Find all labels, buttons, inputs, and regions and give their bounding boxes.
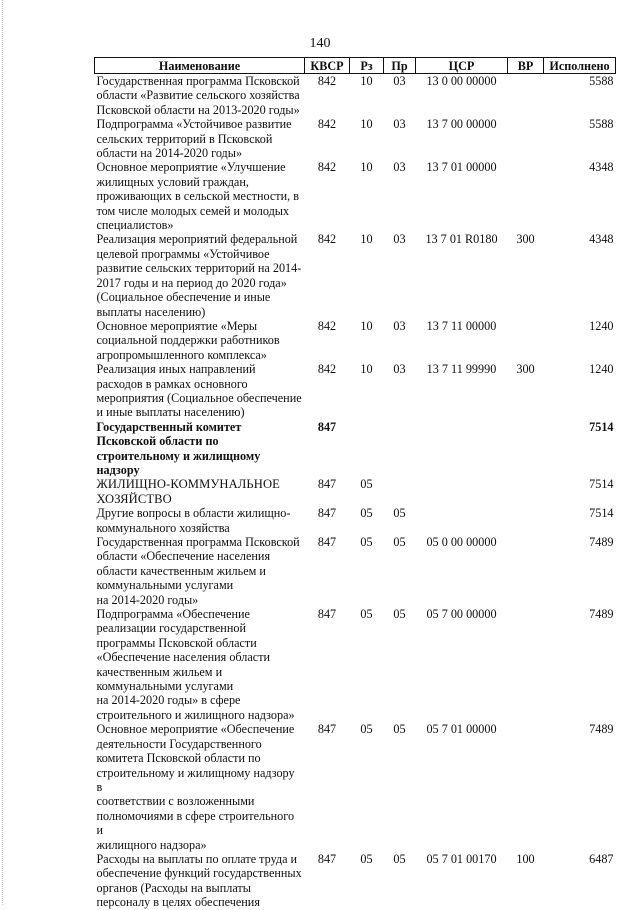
cell-rz: 05	[360, 722, 373, 737]
cell-pr: 05	[393, 506, 406, 521]
cell-kvsr: 847	[317, 506, 337, 521]
cell-vr	[508, 506, 544, 535]
cell-name: Основное мероприятие «Улучшение жилищных условий граждан, проживающих в сельской местности, в том числе молодых семей и молодых специалистов»	[96, 160, 299, 233]
cell-rz	[350, 420, 384, 478]
cell-rz: 10	[360, 117, 373, 132]
cell-name: Государственная программа Псковской области «Обеспечение населения области качественным жильем и коммунальными услугами на 2014-2020 годы»	[96, 535, 300, 607]
cell-name: Государственная программа Псковской области «Развитие сельского хозяйства Псковской области на 2013-2020 годы»	[96, 74, 300, 117]
cell-vr: 100	[516, 851, 535, 866]
table-row	[95, 535, 616, 607]
cell-kvsr: 847	[317, 419, 337, 434]
cell-vr	[508, 117, 544, 160]
cell-kvsr: 842	[317, 160, 337, 175]
cell-vr	[508, 74, 544, 118]
cell-isp: 4348	[589, 160, 614, 175]
cell-pr: 05	[393, 535, 406, 549]
cell-rz: 05	[360, 535, 373, 549]
table-row	[95, 722, 616, 852]
cell-csr: 13 7 01 R0180	[425, 232, 498, 247]
table-row	[95, 319, 616, 362]
cell-pr: 03	[393, 117, 406, 132]
cell-csr: 13 7 11 00000	[426, 318, 497, 333]
cell-isp: 6487	[589, 851, 614, 866]
cell-kvsr: 847	[317, 477, 337, 492]
cell-rz: 05	[360, 607, 373, 622]
cell-pr: 05	[393, 607, 406, 622]
cell-csr: 13 0 00 00000	[426, 74, 497, 88]
cell-isp: 5588	[589, 117, 614, 132]
cell-pr	[384, 420, 416, 478]
header-csr: ЦСР	[416, 58, 508, 74]
cell-vr: 300	[516, 362, 535, 377]
cell-vr	[508, 319, 544, 362]
cell-pr: 03	[393, 232, 406, 247]
table-row	[95, 160, 616, 232]
cell-isp: 5588	[589, 74, 614, 88]
cell-kvsr: 847	[317, 535, 337, 549]
cell-isp: 7514	[589, 419, 614, 434]
cell-vr	[508, 160, 544, 232]
header-vr: ВР	[508, 58, 544, 74]
cell-csr	[416, 420, 508, 478]
cell-csr: 05 7 01 00000	[426, 722, 497, 737]
header-pr: Пр	[384, 58, 416, 74]
cell-name: Реализация мероприятий федеральной целевой программы «Устойчивое развитие сельских территорий на 2014- 2017 годы и на период до 2020 года» (Социальное обеспечение и иные выплаты населению)	[96, 232, 302, 319]
cell-name: Реализация иных направлений расходов в рамках основного мероприятия (Социальное обеспечение и иные выплаты населению)	[96, 362, 302, 420]
cell-rz: 10	[360, 160, 373, 175]
cell-pr: 05	[393, 851, 406, 866]
table-row	[95, 74, 616, 118]
cell-name: Расходы на выплаты по оплате труда и обеспечение функций государственных органов (Расходы на выплаты персоналу в целях обеспечения	[96, 851, 302, 910]
cell-isp: 4348	[589, 232, 614, 247]
cell-name: Основное мероприятие «Обеспечение деятельности Государственного комитета Псковской области по строительному и жилищному надзору в соответствии с возложенными полномочиями в сфере строительного и жилищного надзора»	[96, 722, 295, 852]
cell-name: Основное мероприятие «Меры социальной поддержки работников агропромышленного комплекса»	[96, 318, 280, 362]
budget-table	[94, 57, 616, 910]
table-header	[95, 58, 616, 74]
cell-name: Другие вопросы в области жилищно- коммунального хозяйства	[96, 506, 291, 535]
cell-isp: 7514	[589, 477, 614, 492]
cell-isp: 1240	[589, 362, 614, 377]
cell-kvsr: 842	[317, 117, 337, 132]
cell-pr: 03	[393, 362, 406, 377]
cell-rz: 05	[360, 477, 373, 492]
page-number: 140	[309, 36, 331, 51]
cell-rz: 10	[360, 232, 373, 247]
cell-rz: 10	[360, 318, 373, 333]
cell-kvsr: 842	[317, 232, 337, 247]
cell-kvsr: 847	[317, 607, 337, 622]
table-row	[95, 362, 616, 420]
cell-pr	[384, 477, 416, 506]
cell-isp: 7489	[589, 722, 614, 737]
cell-csr: 13 7 01 00000	[426, 160, 497, 175]
cell-isp: 1240	[589, 318, 614, 333]
cell-rz: 10	[360, 74, 373, 88]
cell-vr	[508, 535, 544, 607]
cell-name: Подпрограмма «Обеспечение реализации государственной программы Псковской области «Обеспечение населения области качественным жильем и коммунальными услугами на 2014-2020 годы» в сфере строительного и жилищного надзора»	[96, 607, 295, 722]
cell-kvsr: 842	[317, 74, 337, 88]
table-row	[95, 420, 616, 478]
header-rz: Рз	[350, 58, 384, 74]
cell-pr: 03	[393, 318, 406, 333]
cell-csr: 05 0 00 00000	[426, 535, 497, 549]
header-isp: Исполнено	[544, 58, 616, 74]
cell-rz: 10	[360, 362, 373, 377]
cell-vr	[508, 607, 544, 722]
cell-name: Подпрограмма «Устойчивое развитие сельских территорий в Псковской области на 2014-2020 годы»	[96, 117, 292, 161]
table-body	[95, 74, 616, 910]
cell-csr: 05 7 00 00000	[426, 607, 497, 622]
cell-isp: 7489	[589, 607, 614, 622]
cell-pr: 03	[393, 74, 406, 88]
cell-csr	[416, 477, 508, 506]
cell-kvsr: 847	[317, 851, 337, 866]
table-row	[95, 477, 616, 506]
cell-vr	[508, 722, 544, 852]
cell-kvsr: 842	[317, 318, 337, 333]
cell-isp: 7514	[589, 506, 614, 521]
cell-csr: 13 7 00 00000	[426, 117, 497, 132]
cell-name: ЖИЛИЩНО-КОММУНАЛЬНОЕ ХОЗЯЙСТВО	[96, 477, 280, 506]
cell-kvsr: 847	[317, 722, 337, 737]
table-row	[95, 117, 616, 160]
cell-name: Государственный комитет Псковской области по строительному и жилищному надзору	[96, 419, 261, 477]
cell-vr: 300	[516, 232, 535, 247]
cell-rz: 05	[360, 851, 373, 866]
cell-pr: 05	[393, 722, 406, 737]
cell-csr	[416, 506, 508, 535]
cell-pr: 03	[393, 160, 406, 175]
table-row	[95, 607, 616, 722]
header-kvsr: КВСР	[305, 58, 350, 74]
table-row	[95, 232, 616, 318]
header-name: Наименование	[95, 58, 305, 74]
cell-rz: 05	[360, 506, 373, 521]
cell-csr: 05 7 01 00170	[426, 851, 497, 866]
table-row	[95, 852, 616, 910]
table-row	[95, 506, 616, 535]
scan-edge-line	[2, 0, 4, 905]
cell-isp: 7489	[589, 535, 614, 549]
cell-vr	[508, 477, 544, 506]
cell-csr: 13 7 11 99990	[426, 362, 497, 377]
cell-kvsr: 842	[317, 362, 337, 377]
cell-vr	[508, 420, 544, 478]
